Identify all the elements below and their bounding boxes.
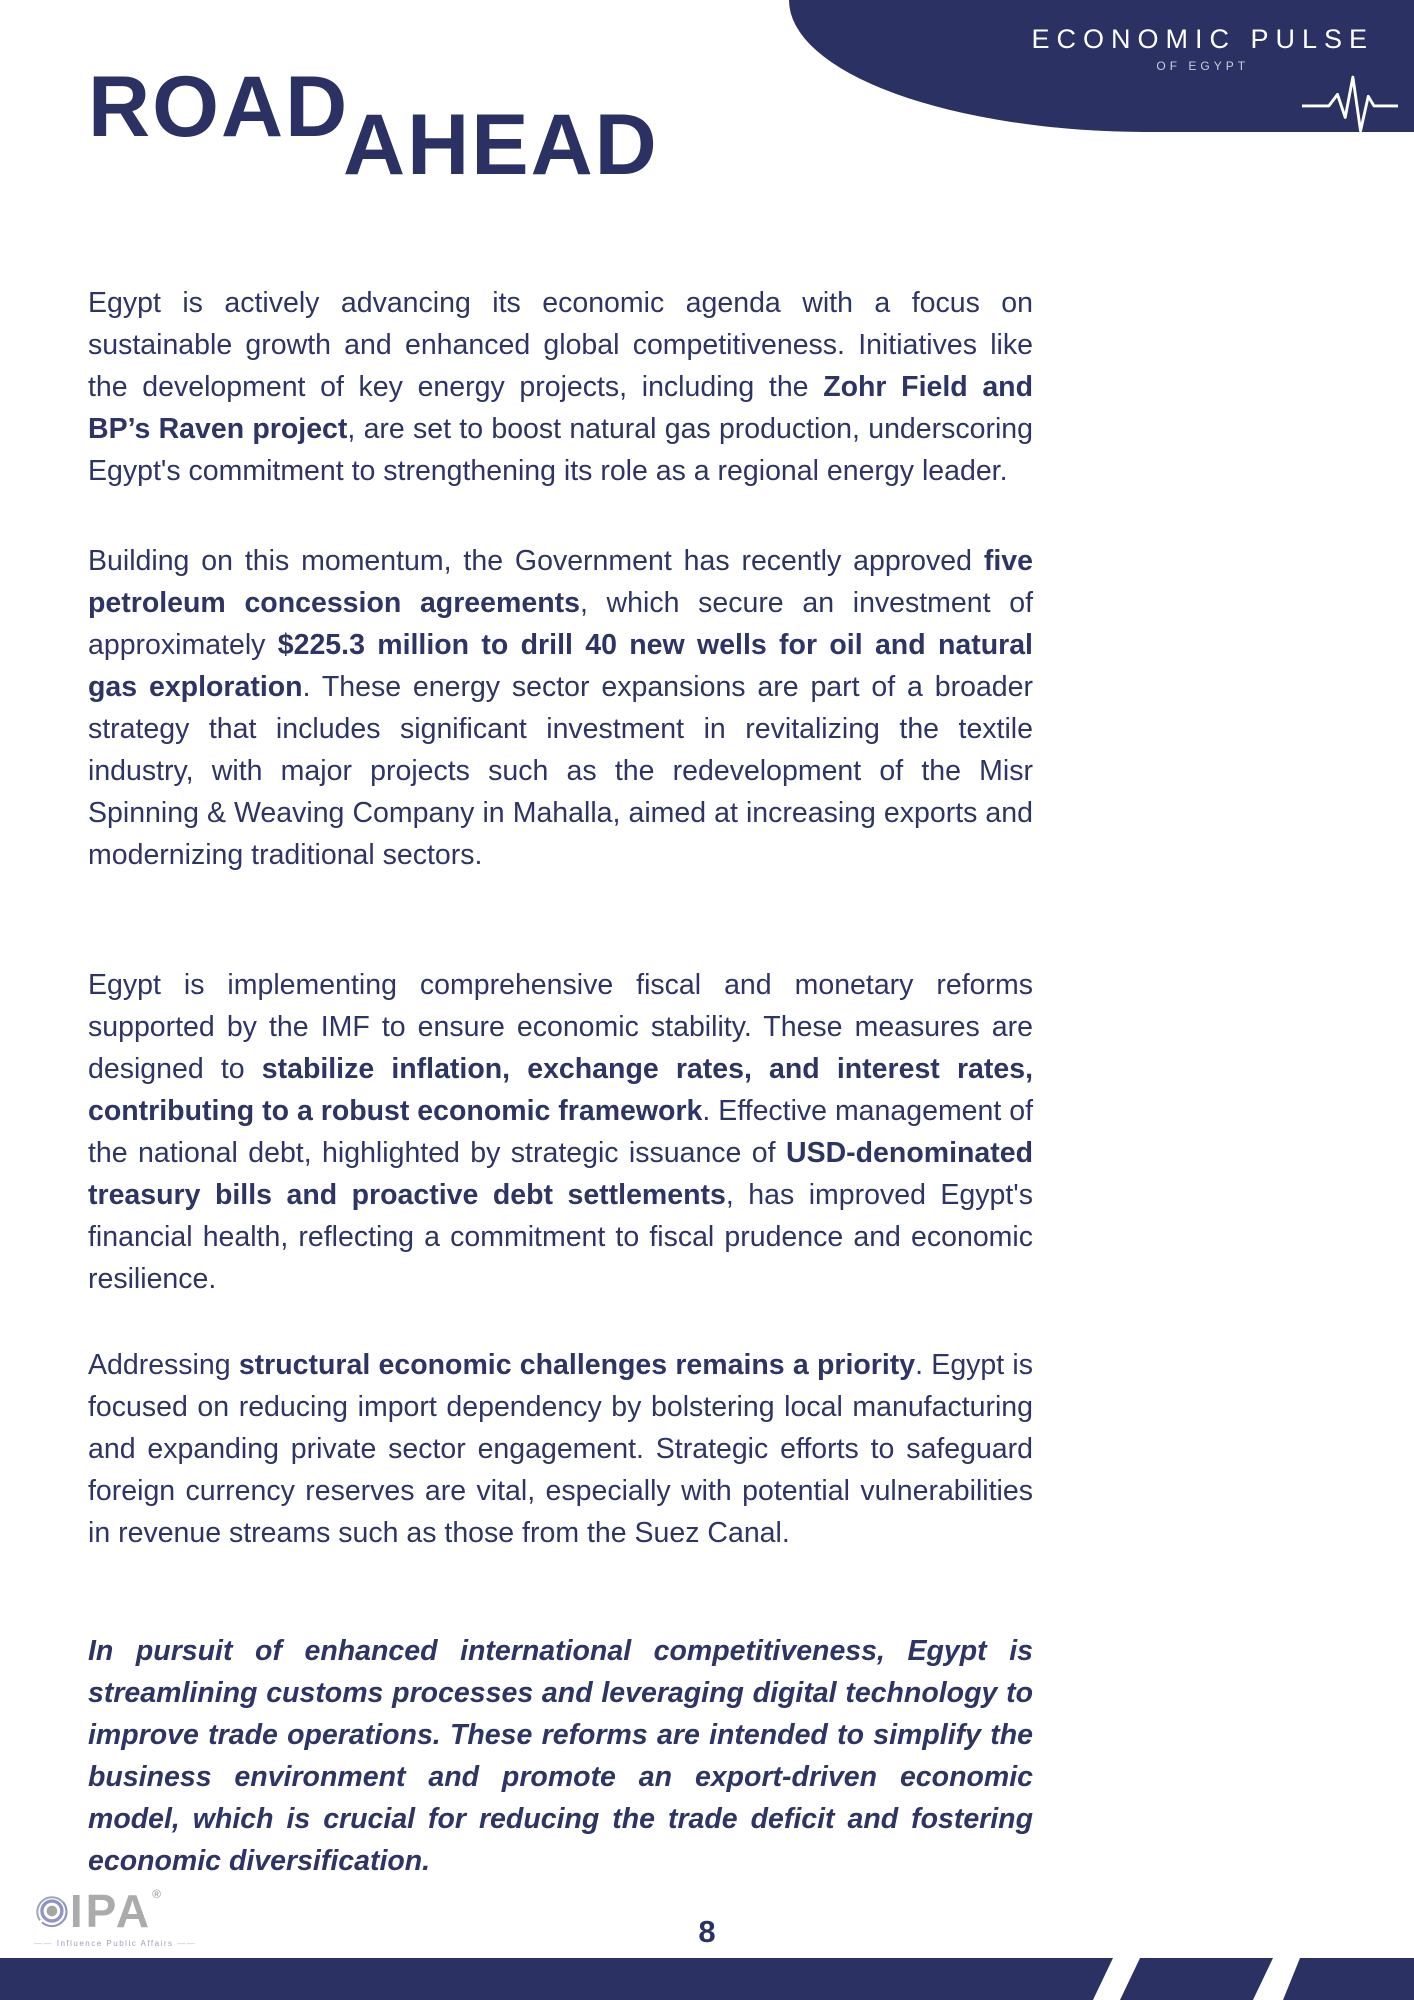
page-title-word-road: ROAD [88,59,350,155]
page-title [0,0,1414,210]
ipa-logo-text: IPA® [69,1885,164,1937]
paragraph-energy-projects: Egypt is actively advancing its economic agenda with a focus on sustainable growth and enhanced global competitiveness. Initiatives like the development of key energy projects, including the Zohr Field and BP’s Raven project, are set to boost natural gas production, underscoring Egypt's commitment to strengthening its role as a regional energy leader. [88,287,1033,487]
paragraph-fiscal-reforms: Egypt is implementing comprehensive fiscal and monetary reforms supported by the IMF to ensure economic stability. These measures are designed to stabilize inflation, exchange rates, and interest rates, contributing to a robust economic framework. Effective management of the national debt, highlighted by strategic issuance of USD-denominated treasury bills and proactive debt settlements, has improved Egypt's financial health, reflecting a commitment to fiscal prudence and economic resilience. [88,969,1033,1295]
paragraph-structural-challenges: Addressing structural economic challenges remains a priority. Egypt is focused on reducing import dependency by bolstering local manufacturing and expanding private sector engagement. Strategic efforts to safeguard foreign currency reserves are vital, especially with potential vulnerabilities in revenue streams such as those from the Suez Canal. [88,1349,1034,1549]
page-title-word-ahead: AHEAD [343,97,659,193]
footer-bar-main [0,1958,1113,2000]
badge-subtitle: OF EGYPT [1156,59,1250,73]
paragraph-competitiveness-italic: In pursuit of enhanced international competitiveness, Egypt is streamlining customs processes and leveraging digital technology to improve trade operations. These reforms are intended to simplify the business environment and promote an export-driven economic model, which is crucial for reducing the trade deficit and fostering economic diversification. [88,1635,1033,1877]
badge-title: ECONOMIC PULSE [1031,24,1374,54]
footer-bar-slash-2 [1283,1958,1414,2000]
footer-bar-slash-1 [1120,1958,1273,2000]
ipa-trademark: ® [152,1887,164,1901]
article-body [88,282,1033,1882]
paragraph-petroleum-concessions: Building on this momentum, the Government has recently approved five petroleum concession agreements, which secure an investment of approximately $225.3 million to drill 40 new wells for oil and natural gas exploration. These energy sector expansions are part of a broader strategy that includes significant investment in revitalizing the textile industry, with major projects such as the redevelopment of the Misr Spinning & Weaving Company in Mahalla, aimed at increasing exports and modernizing traditional sectors. [88,545,1033,871]
footer-bar [0,1958,1414,2000]
page-number: 8 [698,1914,716,1949]
ipa-tagline: —— Influence Public Affairs —— [34,1939,164,1948]
